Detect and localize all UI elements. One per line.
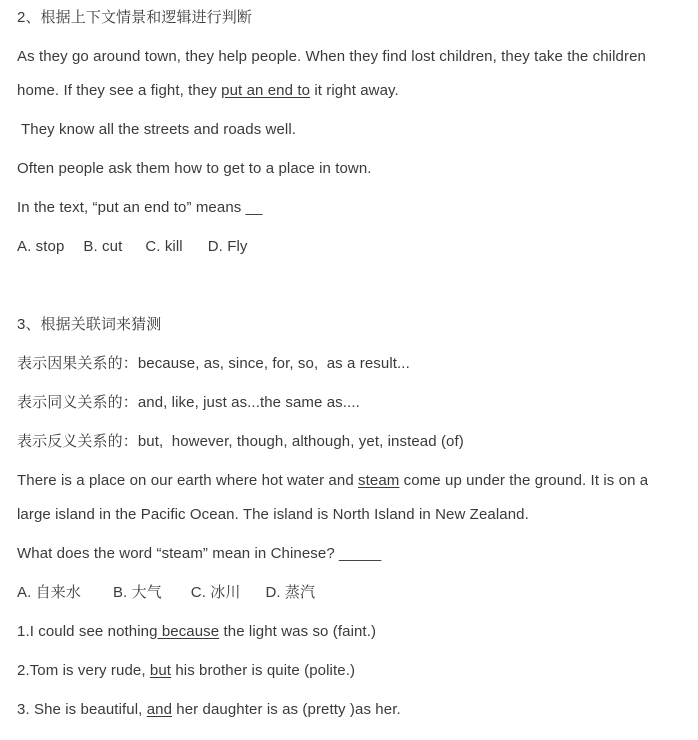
section-2-heading: 2、根据上下文情景和逻辑进行判断 (17, 9, 252, 26)
option-a: A. stop (17, 238, 65, 255)
underlined-word-but: but (149, 662, 172, 679)
example-3-text: her daughter is as (pretty )as her. (172, 701, 401, 718)
option-c: C. kill (145, 238, 183, 255)
contrast-label: 表示反义关系的： (17, 433, 138, 450)
example-3-text: 3. She is beautiful, (17, 701, 147, 718)
passage-2-text: come up under the ground. It is on a (399, 472, 649, 489)
example-1-text: the light was so (faint.) (219, 623, 377, 640)
underlined-word-because: because (157, 623, 220, 640)
cause-label: 表示因果关系的： (17, 355, 138, 372)
underlined-word-steam: steam (358, 472, 400, 489)
underlined-phrase-put-an-end-to: put an end to (221, 82, 311, 99)
example-3 (17, 700, 401, 720)
example-1-text: 1.I could see nothing (17, 623, 158, 640)
option-c: C. 冰川 (190, 584, 241, 601)
passage-2-line-2: large island in the Pacific Ocean. The island is North Island in New Zealand. (17, 506, 529, 523)
question-1-options (17, 237, 248, 257)
example-2 (17, 661, 355, 681)
passage-1-text: home. If they see a fight, they (17, 82, 222, 99)
passage-2-line-1 (17, 471, 648, 491)
contrast-words: but, however, though, although, yet, instead (of) (137, 433, 464, 450)
passage-2-text: There is a place on our earth where hot water and (17, 472, 359, 489)
example-1 (17, 622, 376, 642)
synonym-words: and, like, just as...the same as.... (137, 394, 360, 411)
passage-1-line-1: As they go around town, they help people. When they find lost children, they take the children (17, 48, 646, 65)
question-2: What does the word “steam” mean in Chinese? _____ (17, 545, 382, 562)
passage-1-sentence-streets: They know all the streets and roads well. (17, 121, 297, 138)
passage-1-text: it right away. (310, 82, 399, 99)
synonym-relation-line (17, 393, 360, 413)
question-2-options (17, 583, 315, 603)
synonym-label: 表示同义关系的： (17, 394, 138, 411)
passage-1-line-2 (17, 81, 399, 101)
example-2-text: 2.Tom is very rude, (17, 662, 150, 679)
cause-relation-line (17, 354, 410, 374)
option-b: B. 大气 (112, 584, 162, 601)
example-2-text: his brother is quite (polite.) (171, 662, 356, 679)
document-page (17, 0, 698, 740)
option-d: D. Fly (207, 238, 248, 255)
contrast-relation-line (17, 432, 464, 452)
section-3-heading: 3、根据关联词来猜测 (17, 316, 162, 333)
question-1: In the text, “put an end to” means __ (17, 199, 263, 216)
underlined-word-and: and (146, 701, 173, 718)
option-b: B. cut (83, 238, 123, 255)
option-d: D. 蒸汽 (265, 584, 316, 601)
cause-words: because, as, since, for, so, as a result... (137, 355, 410, 372)
passage-1-sentence-ask: Often people ask them how to get to a place in town. (17, 160, 372, 177)
option-a: A. 自来水 (17, 584, 81, 601)
